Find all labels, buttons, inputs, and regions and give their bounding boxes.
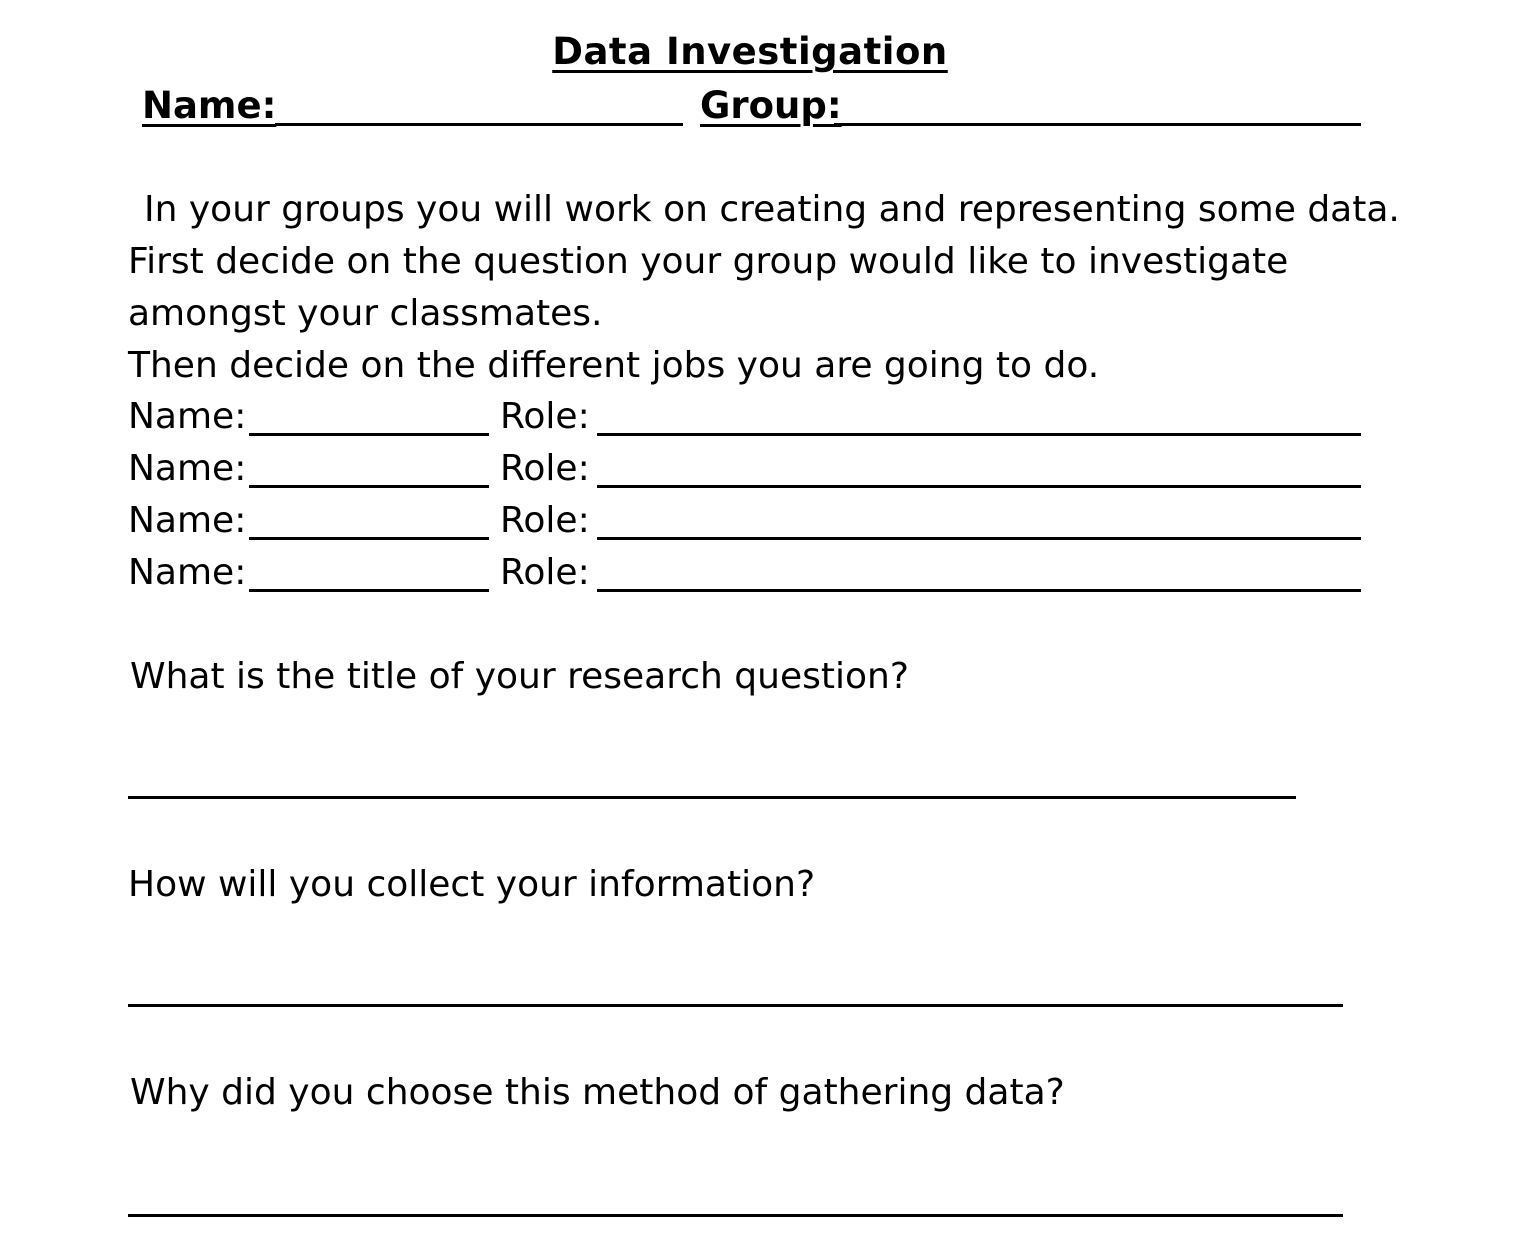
role-row-name-field[interactable] bbox=[249, 451, 489, 488]
answer-method-reason-field[interactable] bbox=[128, 1180, 1343, 1217]
role-row-role-field[interactable] bbox=[597, 503, 1361, 540]
role-row-name-field[interactable] bbox=[249, 503, 489, 540]
role-row-name-label: Name: bbox=[128, 448, 247, 489]
intro-line-1: In your groups you will work on creating and representing some data. bbox=[144, 189, 1400, 230]
role-row-role-label: Role: bbox=[500, 552, 590, 593]
role-row-role-field[interactable] bbox=[597, 399, 1361, 436]
role-row-role-field[interactable] bbox=[597, 555, 1361, 592]
question-collect-information: How will you collect your information? bbox=[128, 864, 816, 905]
answer-collect-information-field[interactable] bbox=[128, 970, 1343, 1007]
role-row-name-label: Name: bbox=[128, 500, 247, 541]
role-row-role-label: Role: bbox=[500, 396, 590, 437]
answer-research-title-field[interactable] bbox=[128, 762, 1296, 799]
role-row-role-field[interactable] bbox=[597, 451, 1361, 488]
question-method-reason: Why did you choose this method of gathering data? bbox=[130, 1072, 1065, 1113]
role-row-name-field[interactable] bbox=[249, 399, 489, 436]
header-name-field[interactable] bbox=[275, 89, 683, 126]
intro-line-4: Then decide on the different jobs you are going to do. bbox=[128, 345, 1100, 386]
header-name-label: Name: bbox=[142, 84, 277, 127]
role-row-role-label: Role: bbox=[500, 500, 590, 541]
intro-line-2: First decide on the question your group would like to investigate bbox=[128, 241, 1289, 282]
role-row-role-label: Role: bbox=[500, 448, 590, 489]
question-research-title: What is the title of your research question? bbox=[130, 656, 909, 697]
page-title: Data Investigation bbox=[552, 30, 948, 73]
role-row-name-label: Name: bbox=[128, 552, 247, 593]
intro-line-3: amongst your classmates. bbox=[128, 293, 603, 334]
header-group-label: Group: bbox=[700, 84, 842, 127]
role-row-name-field[interactable] bbox=[249, 555, 489, 592]
role-row-name-label: Name: bbox=[128, 396, 247, 437]
header-group-field[interactable] bbox=[834, 89, 1361, 126]
